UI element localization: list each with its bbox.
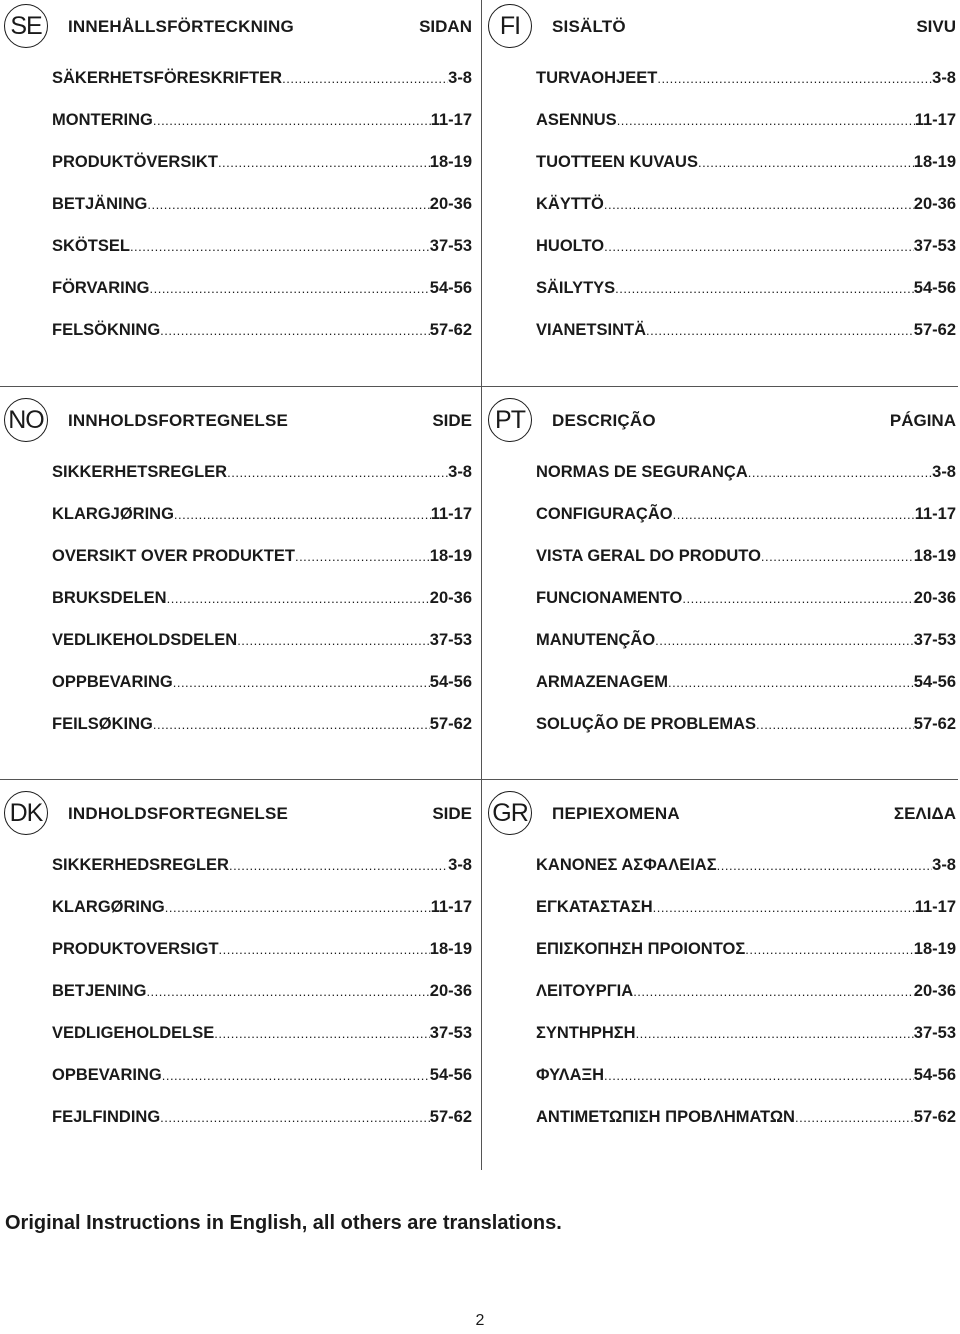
language-badge-dk: DK bbox=[4, 791, 48, 835]
toc-entry: VISTA GERAL DO PRODUTO ..... 18-19 bbox=[536, 535, 956, 577]
toc-entry: FÖRVARING ..... 54-56 bbox=[52, 267, 472, 309]
section-header bbox=[0, 396, 476, 446]
toc-entry: ΕΓΚΑΤΑΣΤΑΣΗ ..... 11-17 bbox=[536, 886, 956, 928]
toc-entry: SÄILYTYS ..... 54-56 bbox=[536, 267, 956, 309]
toc-entry: ΑΝΤΙΜΕΤΩΠΙΣΗ ΠΡΟΒΛΗΜΑΤΩΝ ..... 57-62 bbox=[536, 1096, 956, 1138]
toc-entry: ΛΕΙΤΟΥΡΓΙΑ ..... 20-36 bbox=[536, 970, 956, 1012]
page-column-label: ΣΕΛΙΔΑ bbox=[893, 804, 956, 823]
toc-entry: NORMAS DE SEGURANÇA ..... 3-8 bbox=[536, 451, 956, 493]
toc-entries bbox=[484, 57, 960, 351]
row-divider bbox=[0, 779, 958, 780]
toc-section-se bbox=[0, 2, 476, 351]
toc-entries bbox=[0, 844, 476, 1138]
toc-entry: SÄKERHETSFÖRESKRIFTER ..... 3-8 bbox=[52, 57, 472, 99]
page-column-label: SIVU bbox=[916, 17, 956, 36]
toc-entry: OPBEVARING ..... 54-56 bbox=[52, 1054, 472, 1096]
section-header bbox=[484, 2, 960, 52]
toc-entry: MANUTENÇÃO ..... 37-53 bbox=[536, 619, 956, 661]
toc-entries bbox=[0, 451, 476, 745]
toc-entry: BETJÄNING ..... 20-36 bbox=[52, 183, 472, 225]
toc-section-fi bbox=[484, 2, 960, 351]
column-divider bbox=[481, 0, 482, 1170]
toc-entry: FEILSØKING ..... 57-62 bbox=[52, 703, 472, 745]
toc-entry: TUOTTEEN KUVAUS ..... 18-19 bbox=[536, 141, 956, 183]
toc-section-gr bbox=[484, 789, 960, 1138]
language-badge-pt: PT bbox=[488, 398, 532, 442]
section-header bbox=[0, 2, 476, 52]
toc-entry: SKÖTSEL ..... 37-53 bbox=[52, 225, 472, 267]
toc-section-dk bbox=[0, 789, 476, 1138]
toc-entries bbox=[484, 451, 960, 745]
row-divider bbox=[0, 386, 958, 387]
toc-entry: BETJENING ..... 20-36 bbox=[52, 970, 472, 1012]
section-title: SISÄLTÖ bbox=[552, 17, 626, 36]
toc-entry: OPPBEVARING ..... 54-56 bbox=[52, 661, 472, 703]
toc-entry: BRUKSDELEN ..... 20-36 bbox=[52, 577, 472, 619]
section-title: DESCRIÇÃO bbox=[552, 411, 656, 430]
toc-entry: KLARGJØRING ..... 11-17 bbox=[52, 493, 472, 535]
toc-entry: KÄYTTÖ ..... 20-36 bbox=[536, 183, 956, 225]
toc-entry: SOLUÇÃO DE PROBLEMAS ..... 57-62 bbox=[536, 703, 956, 745]
toc-entry: VIANETSINTÄ ..... 57-62 bbox=[536, 309, 956, 351]
toc-entry: ΚΑΝΟΝΕΣ ΑΣΦΑΛΕΙΑΣ ..... 3-8 bbox=[536, 844, 956, 886]
section-title: ΠΕΡΙΕΧΟΜΕΝΑ bbox=[552, 804, 680, 823]
section-title: INDHOLDSFORTEGNELSE bbox=[68, 804, 289, 823]
language-badge-se: SE bbox=[4, 4, 48, 48]
toc-entry: MONTERING ..... 11-17 bbox=[52, 99, 472, 141]
section-header bbox=[484, 789, 960, 839]
translation-note: Original Instructions in English, all others are translations. bbox=[5, 1212, 562, 1234]
page-number: 2 bbox=[475, 1312, 485, 1329]
language-badge-no: NO bbox=[4, 398, 48, 442]
section-header bbox=[484, 396, 960, 446]
toc-entry: CONFIGURAÇÃO ..... 11-17 bbox=[536, 493, 956, 535]
toc-section-pt bbox=[484, 396, 960, 745]
toc-entry: VEDLIKEHOLDSDELEN ..... 37-53 bbox=[52, 619, 472, 661]
toc-entry: SIKKERHETSREGLER ..... 3-8 bbox=[52, 451, 472, 493]
page-column-label: SIDAN bbox=[419, 17, 472, 36]
toc-entry: KLARGØRING ..... 11-17 bbox=[52, 886, 472, 928]
toc-entry: VEDLIGEHOLDELSE ..... 37-53 bbox=[52, 1012, 472, 1054]
toc-entry: OVERSIKT OVER PRODUKTET ..... 18-19 bbox=[52, 535, 472, 577]
section-title: INNHOLDSFORTEGNELSE bbox=[68, 411, 289, 430]
toc-entry: TURVAOHJEET ..... 3-8 bbox=[536, 57, 956, 99]
page-column-label: PÁGINA bbox=[889, 411, 956, 430]
page-column-label: SIDE bbox=[432, 804, 472, 823]
toc-entry: SIKKERHEDSREGLER ..... 3-8 bbox=[52, 844, 472, 886]
toc-section-no bbox=[0, 396, 476, 745]
toc-entry: FUNCIONAMENTO ..... 20-36 bbox=[536, 577, 956, 619]
toc-entry: ARMAZENAGEM ..... 54-56 bbox=[536, 661, 956, 703]
toc-entry: HUOLTO ..... 37-53 bbox=[536, 225, 956, 267]
language-badge-gr: GR bbox=[488, 791, 532, 835]
toc-entry: PRODUKTÖVERSIKT ..... 18-19 bbox=[52, 141, 472, 183]
language-badge-fi: FI bbox=[488, 4, 532, 48]
toc-entries bbox=[484, 844, 960, 1138]
page-column-label: SIDE bbox=[432, 411, 472, 430]
section-header bbox=[0, 789, 476, 839]
toc-entries bbox=[0, 57, 476, 351]
toc-entry: FELSÖKNING ..... 57-62 bbox=[52, 309, 472, 351]
toc-entry: ΣΥΝΤΗΡΗΣΗ ..... 37-53 bbox=[536, 1012, 956, 1054]
toc-entry: ASENNUS ..... 11-17 bbox=[536, 99, 956, 141]
toc-entry: ΕΠΙΣΚΟΠΗΣΗ ΠΡΟΙΟΝΤΟΣ ..... 18-19 bbox=[536, 928, 956, 970]
toc-entry: ΦΥΛΑΞΗ ..... 54-56 bbox=[536, 1054, 956, 1096]
section-title: INNEHÅLLSFÖRTECKNING bbox=[68, 17, 294, 36]
toc-entry: FEJLFINDING ..... 57-62 bbox=[52, 1096, 472, 1138]
toc-entry: PRODUKTOVERSIGT ..... 18-19 bbox=[52, 928, 472, 970]
